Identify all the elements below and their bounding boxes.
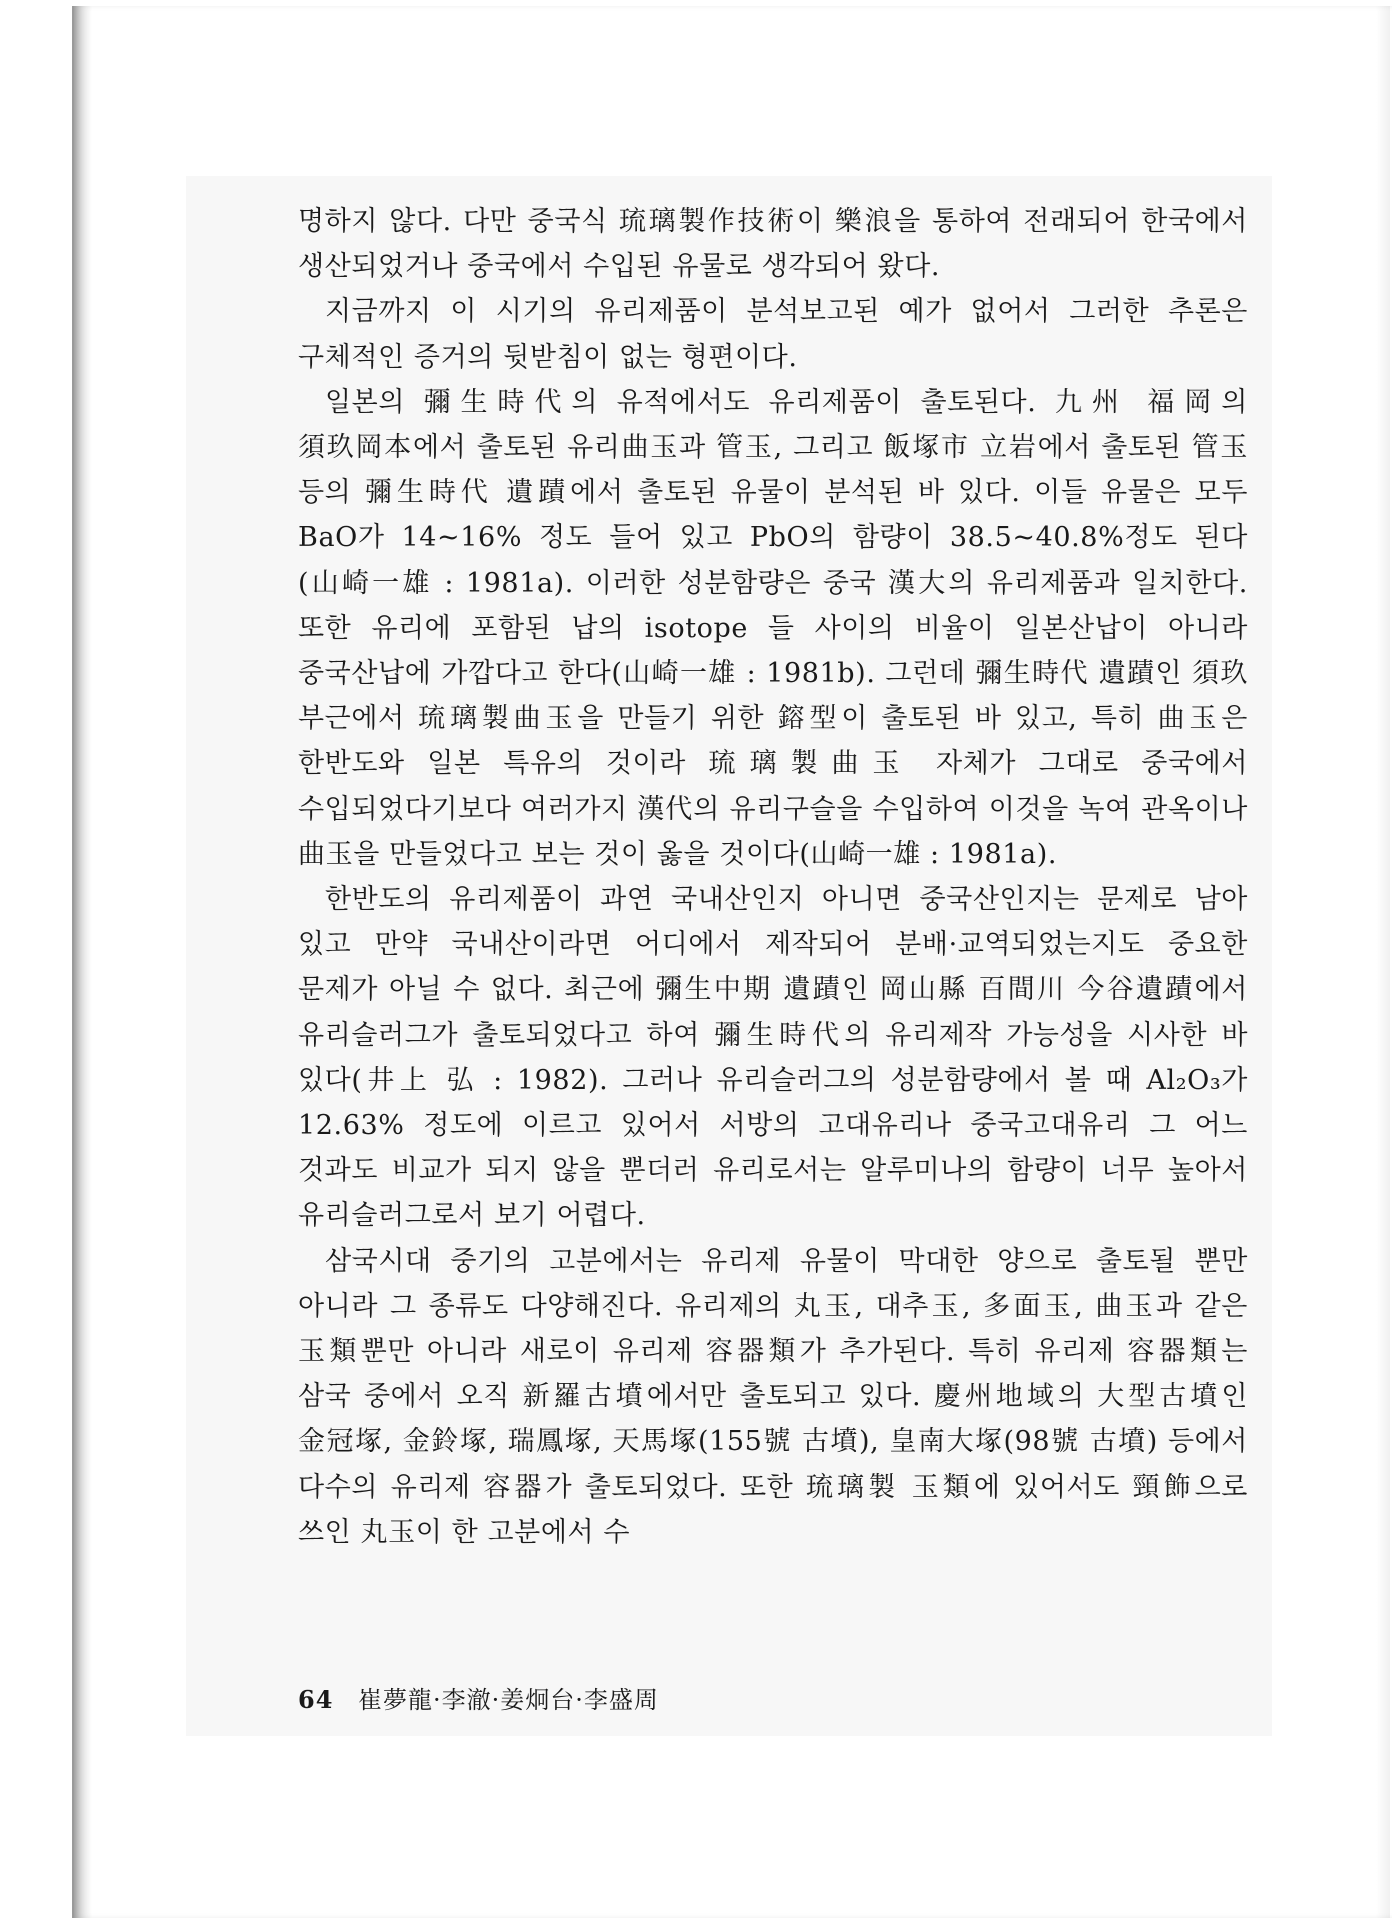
body-text	[298, 199, 1248, 1555]
paragraph: 일본의 彌生時代의 유적에서도 유리제품이 출토된다. 九州 福岡의 須玖岡本에서 출토된 유리曲玉과 管玉, 그리고 飯塚市 立岩에서 출토된 管玉 등의 彌生時代 遺蹟에서 출토된 유물이 분석된 바 있다. 이들 유물은 모두 BaO가 14~16% 정도 들어 있고 PbO의 함량이 38.5~40.8%정도 된다(山崎一雄 : 1981a). 이러한 성분함량은 중국 漢大의 유리제품과 일치한다. 또한 유리에 포함된 납의 isotope 들 사이의 비율이 일본산납이 아니라 중국산납에 가깝다고 한다(山崎一雄 : 1981b). 그런데 彌生時代 遺蹟인 須玖 부근에서 琉璃製曲玉을 만들기 위한 鎔型이 출토된 바 있고, 특히 曲玉은 한반도와 일본 특유의 것이라 琉璃製曲玉 자체가 그대로 중국에서 수입되었다기보다 여러가지 漢代의 유리구슬을 수입하여 이것을 녹여 관옥이나 曲玉을 만들었다고 보는 것이 옳을 것이다(山崎一雄 : 1981a).	[298, 386, 1248, 870]
page-edge	[1376, 6, 1390, 1918]
binding-shadow	[74, 6, 92, 1918]
paragraph: 지금까지 이 시기의 유리제품이 분석보고된 예가 없어서 그러한 추론은 구체적인 증거의 뒷받침이 없는 형편이다.	[298, 296, 1248, 373]
paragraph: 삼국시대 중기의 고분에서는 유리제 유물이 막대한 양으로 출토될 뿐만 아니라 그 종류도 다양해진다. 유리제의 丸玉, 대추玉, 多面玉, 曲玉과 같은 玉類뿐만 아니라 새로이 유리제 容器類가 추가된다. 특히 유리제 容器類는 삼국 중에서 오직 新羅古墳에서만 출토되고 있다. 慶州地域의 大型古墳인 金冠塚, 金鈴塚, 瑞鳳塚, 天馬塚(155號 古墳), 皇南大塚(98號 古墳) 등에서 다수의 유리제 容器가 출토되었다. 또한 琉璃製 玉類에 있어서도 頸飾으로 쓰인 丸玉이 한 고분에서 수	[298, 1245, 1248, 1548]
paragraph-continued: 명하지 않다. 다만 중국식 琉璃製作技術이 樂浪을 통하여 전래되어 한국에서 생산되었거나 중국에서 수입된 유물로 생각되어 왔다.	[298, 206, 1248, 283]
paragraph: 한반도의 유리제품이 과연 국내산인지 아니면 중국산인지는 문제로 남아 있고 만약 국내산이라면 어디에서 제작되어 분배·교역되었는지도 중요한 문제가 아닐 수 없다. 최근에 彌生中期 遺蹟인 岡山縣 百間川 今谷遺蹟에서 유리슬러그가 출토되었다고 하여 彌生時代의 유리제작 가능성을 시사한 바 있다(井上 弘 : 1982). 그러나 유리슬러그의 성분함량에서 볼 때 Al₂O₃가 12.63% 정도에 이르고 있어서 서방의 고대유리나 중국고대유리 그 어느 것과도 비교가 되지 않을 뿐더러 유리로서는 알루미나의 함량이 너무 높아서 유리슬러그로서 보기 어렵다.	[298, 884, 1248, 1232]
page-number: 64	[298, 1685, 334, 1714]
page-footer	[298, 1680, 659, 1715]
running-footer-authors: 崔夢龍·李澈·姜炯台·李盛周	[358, 1686, 659, 1714]
